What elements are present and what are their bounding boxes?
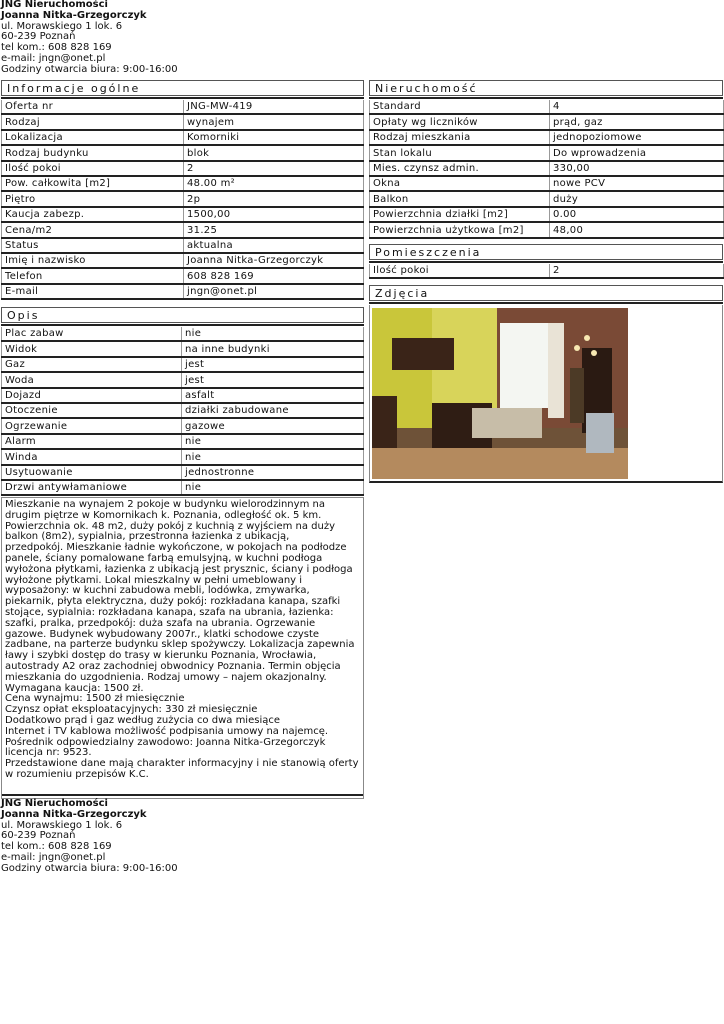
row-value: JNG-MW-419 xyxy=(184,100,364,114)
row-value: nie xyxy=(182,327,364,341)
table-row xyxy=(2,207,364,222)
section-property-header: Nieruchomość xyxy=(369,80,723,96)
table-row xyxy=(370,191,724,206)
agency-hours: Godziny otwarcia biura: 9:00-16:00 xyxy=(1,862,178,874)
row-label: Oferta nr xyxy=(2,100,184,114)
row-label: Otoczenie xyxy=(2,403,182,418)
row-value: działki zabudowane xyxy=(182,403,364,418)
row-value: Joanna Nitka-Grzegorczyk xyxy=(184,253,364,268)
row-value: 48,00 xyxy=(550,222,724,237)
row-label: Stan lokalu xyxy=(370,145,550,160)
agency-name: JNG Nieruchomości xyxy=(1,798,108,809)
table-row xyxy=(2,222,364,237)
table-row xyxy=(2,161,364,176)
row-label: Alarm xyxy=(2,434,182,449)
row-value: nowe PCV xyxy=(550,176,724,191)
table-row xyxy=(370,176,724,191)
table-row xyxy=(2,434,364,449)
row-label: Balkon xyxy=(370,191,550,206)
row-label: Okna xyxy=(370,176,550,191)
features-table xyxy=(1,327,364,496)
row-label: Woda xyxy=(2,372,182,387)
agency-email: e-mail: jngn@onet.pl xyxy=(1,851,106,863)
row-value: gazowe xyxy=(182,418,364,433)
row-label: Powierzchnia działki [m2] xyxy=(370,207,550,222)
table-row xyxy=(370,145,724,160)
row-label: Mies. czynsz admin. xyxy=(370,161,550,176)
row-label: Ilość pokoi xyxy=(2,161,184,176)
row-value: aktualna xyxy=(184,238,364,253)
section-description-header: Opis xyxy=(1,307,364,323)
rooms-table xyxy=(369,264,724,279)
row-value: asfalt xyxy=(182,388,364,403)
table-row xyxy=(2,327,364,341)
row-value: 31.25 xyxy=(184,222,364,237)
table-row xyxy=(2,130,364,145)
row-value: nie xyxy=(182,434,364,449)
row-value: 2 xyxy=(184,161,364,176)
row-value: Do wprowadzenia xyxy=(550,145,724,160)
section-photos-header: Zdjęcia xyxy=(369,285,723,301)
agency-city: 60-239 Poznań xyxy=(1,31,76,43)
row-value: prąd, gaz xyxy=(550,114,724,129)
table-row xyxy=(370,100,724,114)
row-label: Ilość pokoi xyxy=(370,264,550,278)
agent-name: Joanna Nitka-Grzegorczyk xyxy=(1,808,147,820)
row-value: nie xyxy=(182,480,364,495)
table-row xyxy=(2,114,364,129)
table-row xyxy=(370,222,724,237)
description-text: Mieszkanie na wynajem 2 pokoje w budynku wielorodzinnym na drugim piętrze w Komornikach k. Poznania, odległość ok. 5 km. Powierzchnia ok. 48 m2, duży pokój z kuchnią z wyjściem na duży balkon (8m2), sypialnia, przestronna łazienka z ubikacją, przedpokój. Mieszkanie ładnie wykończone, w pokojach na podłodze panele, ściany pomalowane farbą emulsyjną, w kuchni podłoga wyłożona płytkami, łazienka z ubikacją jest prysznic, ściany i podłoga wyłożone płytkami. Lokal mieszkalny w pełni umeblowany i wyposażony: w kuchni zabudowa mebli, lodówka, zmywarka, piekarnik, płyta elektryczna, duży pokój: rozkładana kanapa, szafki stojące, sypialnia: rozkładana kanapa, szafa na ubrania, łazienka: szafki, pralka, przedpokój: duża szafa na ubrania. Ogrzewanie gazowe. Budynek wybudowany 2007r., klatki schodowe czyste zadbane, na parterze budynku sklep spożywczy. Lokalizacja zapewnia ławy i szybki dostęp do trasy w kierunku Poznania, Wrocławia, autostrady A2 oraz zachodniej obwodnicy Poznania. Termin objęcia mieszkania do uzgodnienia. Rodzaj umowy – najem okazjonalny. Wymagana kaucja: 1500 zł. Cena wynajmu: 1500 zł miesięcznie Czynsz opłat eksploatacyjnych: 330 zł miesięcznie Dodatkowo prąd i gaz według zużycia co dwa miesiące Internet i TV kablowa możliwość podpisania umowy na najemcę. Pośrednik odpowiedzialny zawodowo: Joanna Nitka-Grzegorczyk licencja nr: 9523. Przedstawione dane mają charakter informacyjny i nie stanowią oferty w rozumieniu przepisów K.C. xyxy=(1,497,364,799)
table-row xyxy=(370,207,724,222)
agency-footer xyxy=(1,799,178,875)
row-label: E-mail xyxy=(2,284,184,299)
section-general-header: Informacje ogólne xyxy=(1,80,364,96)
table-row xyxy=(370,130,724,145)
row-label: Ogrzewanie xyxy=(2,418,182,433)
general-info-table xyxy=(1,100,364,300)
property-table xyxy=(369,100,724,239)
agency-email: e-mail: jngn@onet.pl xyxy=(1,52,106,64)
apartment-photo[interactable] xyxy=(372,308,628,479)
row-value: 1500,00 xyxy=(184,207,364,222)
table-row xyxy=(2,191,364,206)
table-row xyxy=(2,372,364,387)
row-label: Telefon xyxy=(2,268,184,283)
row-value: blok xyxy=(184,145,364,160)
table-row xyxy=(2,480,364,495)
agency-name: JNG Nieruchomości xyxy=(1,0,108,10)
agency-phone: tel kom.: 608 828 169 xyxy=(1,841,112,853)
row-value: jednopoziomowe xyxy=(550,130,724,145)
row-value: 2 xyxy=(550,264,724,278)
table-row xyxy=(2,465,364,480)
email-link[interactable]: jngn@onet.pl xyxy=(184,284,364,299)
row-label: Status xyxy=(2,238,184,253)
row-value: 330,00 xyxy=(550,161,724,176)
row-label: Usytuowanie xyxy=(2,465,182,480)
row-label: Powierzchnia użytkowa [m2] xyxy=(370,222,550,237)
row-label: Standard xyxy=(370,100,550,114)
agency-header xyxy=(1,0,178,76)
row-label: Pow. całkowita [m2] xyxy=(2,176,184,191)
row-label: Gaz xyxy=(2,357,182,372)
table-row xyxy=(2,449,364,464)
row-value: wynajem xyxy=(184,114,364,129)
row-label: Widok xyxy=(2,341,182,356)
row-label: Opłaty wg liczników xyxy=(370,114,550,129)
row-label: Dojazd xyxy=(2,388,182,403)
table-row xyxy=(2,357,364,372)
table-row xyxy=(2,268,364,283)
row-value: na inne budynki xyxy=(182,341,364,356)
row-label: Piętro xyxy=(2,191,184,206)
agency-phone: tel kom.: 608 828 169 xyxy=(1,42,112,54)
row-label: Lokalizacja xyxy=(2,130,184,145)
agent-name: Joanna Nitka-Grzegorczyk xyxy=(1,9,147,21)
table-row xyxy=(2,388,364,403)
table-row xyxy=(370,264,724,278)
row-label: Rodzaj mieszkania xyxy=(370,130,550,145)
agency-street: ul. Morawskiego 1 lok. 6 xyxy=(1,20,123,32)
row-value: 4 xyxy=(550,100,724,114)
table-row xyxy=(2,403,364,418)
row-label: Imię i nazwisko xyxy=(2,253,184,268)
row-label: Plac zabaw xyxy=(2,327,182,341)
row-value: 0.00 xyxy=(550,207,724,222)
row-label: Rodzaj budynku xyxy=(2,145,184,160)
row-value: jednostronne xyxy=(182,465,364,480)
table-row xyxy=(2,100,364,114)
table-row xyxy=(2,418,364,433)
agency-hours: Godziny otwarcia biura: 9:00-16:00 xyxy=(1,63,178,75)
row-label: Kaucja zabezp. xyxy=(2,207,184,222)
agency-street: ul. Morawskiego 1 lok. 6 xyxy=(1,819,123,831)
table-row xyxy=(2,145,364,160)
row-value: duży xyxy=(550,191,724,206)
table-row xyxy=(370,114,724,129)
table-row xyxy=(2,341,364,356)
table-row xyxy=(2,238,364,253)
table-row xyxy=(2,176,364,191)
photo-image xyxy=(372,308,628,479)
row-value: jest xyxy=(182,372,364,387)
agency-city: 60-239 Poznań xyxy=(1,830,76,842)
row-value: 48.00 m² xyxy=(184,176,364,191)
table-row xyxy=(2,253,364,268)
table-row xyxy=(2,284,364,299)
row-label: Drzwi antywłamaniowe xyxy=(2,480,182,495)
row-value: nie xyxy=(182,449,364,464)
table-row xyxy=(370,161,724,176)
row-label: Winda xyxy=(2,449,182,464)
row-value: 2p xyxy=(184,191,364,206)
row-value: jest xyxy=(182,357,364,372)
row-value: Komorniki xyxy=(184,130,364,145)
row-label: Cena/m2 xyxy=(2,222,184,237)
section-rooms-header: Pomieszczenia xyxy=(369,244,723,260)
row-label: Rodzaj xyxy=(2,114,184,129)
row-value: 608 828 169 xyxy=(184,268,364,283)
